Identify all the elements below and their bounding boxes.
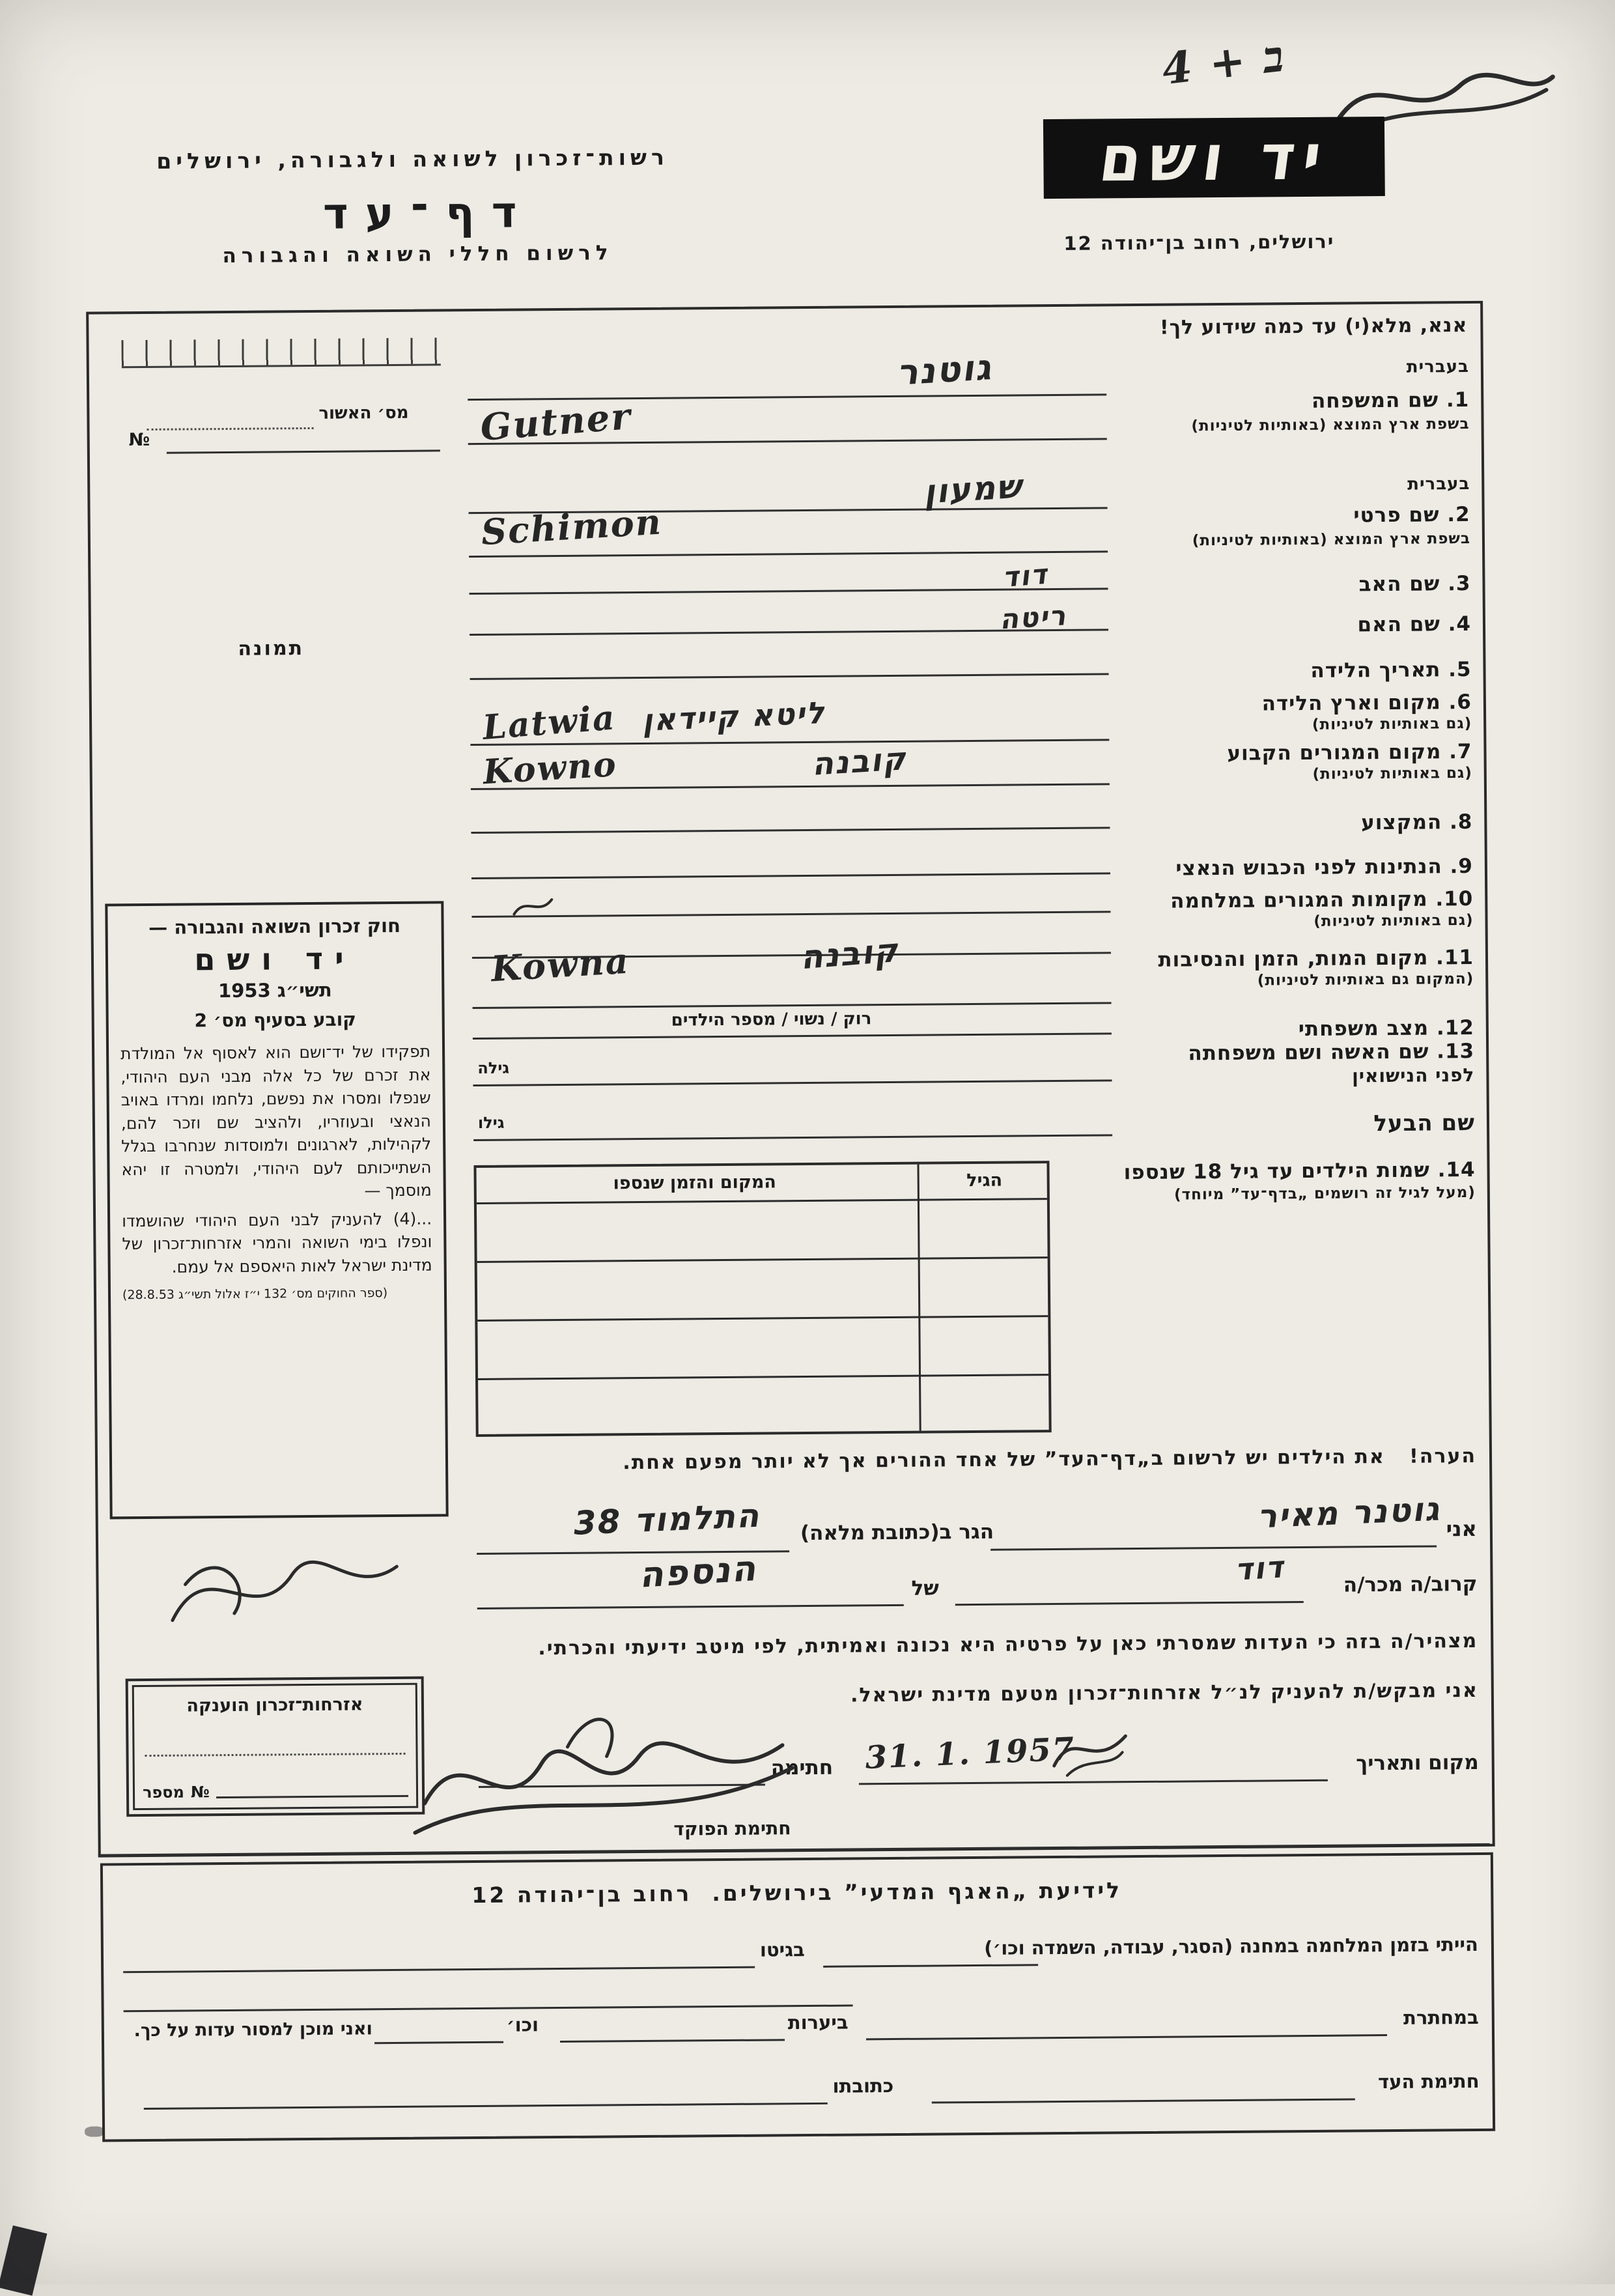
witness-address-label: כתובתו	[832, 2075, 894, 2097]
approval-number-label: מס׳ האשור	[318, 403, 409, 423]
place-date-label: מקום ותאריך	[1356, 1750, 1479, 1776]
field11-latin-handwriting: Kowna	[490, 939, 631, 990]
field13-her-age-label: גילה	[477, 1058, 510, 1077]
field13-his-age-label: גילו	[477, 1113, 505, 1132]
table-row-rule	[478, 1374, 1048, 1380]
field13-husband-label: שם הבעל	[1373, 1109, 1476, 1137]
forests-blank-line	[560, 2039, 785, 2043]
certify-statement: מצהיר/ה בזה כי העדות שמסרתי כאן על פרטיה היא נכונה ואמיתית, לפי מיטב ידיעתי והכרתי.	[538, 1629, 1478, 1660]
law-box	[105, 901, 448, 1519]
children-table	[473, 1161, 1051, 1437]
field2-hebrew-sublabel: בעברית	[1407, 474, 1470, 494]
law-reference: (ספר החוקים מס׳ 132 י״ז אלול תשי״ג 28.8.53)	[122, 1286, 388, 1303]
yad-vashem-logo	[1043, 117, 1385, 199]
law-text-continued: ...(4) להעניק לבני העם היהודי שהושמדו ונפלו בימי השואה והמרי אזרחות־זכרון של מדינת ישראל לאות היאספם אל עמם.	[122, 1209, 432, 1277]
ghetto-blank-line	[123, 1966, 755, 1974]
relation-line	[955, 1601, 1304, 1606]
law-text: תפקידו של יד־ושם הוא לאסוף אל המולדת את זכרם של כל אלה מבני העם היהודי, שנפלו ומסרו את נפשם, נלחמו ומרדו באויב הנאצי ובעוזריו, ולהציב שם וזכר להם, לקהילות, לארגונים ולמוסדות שנחרבו בגלל השתייכותם לעם היהודי, ולמטרה זו יהא מוסמך —	[120, 1042, 432, 1200]
field12-line	[473, 1032, 1112, 1040]
field1-latin-sublabel: בשפת ארץ המוצא (באותיות לטיניות)	[1191, 415, 1470, 435]
table-header-rule	[477, 1198, 1047, 1204]
relative-label: קרוב/ה מכר/ה	[1343, 1572, 1478, 1597]
field14-sublabel: (מעל לגיל זה רושמים „בדף־עד” מיוחד)	[1173, 1183, 1476, 1204]
law-yad-vashem: יד ושם	[194, 941, 356, 978]
field2-hebrew-handwriting: שמעון	[922, 467, 1024, 511]
table-row-rule	[477, 1315, 1048, 1322]
of-line	[477, 1604, 904, 1609]
scan-smudge-corner	[0, 2226, 47, 2296]
field5-label: 5. תאריך הלידה	[1310, 657, 1472, 683]
field4-label: 4. שם האם	[1357, 612, 1472, 637]
field3-label: 3. שם האב	[1358, 571, 1471, 597]
field6-sublabel: (גם באותיות לטיניות)	[1312, 715, 1472, 733]
continuation-blank-line	[124, 2005, 853, 2013]
granted-no-symbol: №	[190, 1783, 210, 1802]
granted-number-label: מספר	[142, 1783, 185, 1802]
field9-label: 9. הנתינות לפני הכבוש הנאצי	[1175, 854, 1474, 881]
field8-label: 8. המקצוע	[1361, 810, 1473, 835]
bottom-section-title: לידיעת „האגף המדעי” בירושלים. רחוב בן־יהודה 12	[471, 1877, 1123, 1908]
field1-hebrew-sublabel: בעברית	[1406, 356, 1470, 377]
declarant-name-line	[990, 1545, 1437, 1550]
camps-label: הייתי בזמן המלחמה במחנה (הסגר, עבודה, השמדה וכו׳)	[983, 1933, 1479, 1959]
field6-label: 6. מקום וארץ הלידה	[1261, 690, 1472, 716]
field7-label: 7. מקום המגורים הקבוע	[1227, 739, 1472, 765]
handwritten-left-scribble	[156, 1521, 410, 1643]
witness-signature-label: חתימת העד	[1377, 2069, 1480, 2093]
field5-line	[470, 673, 1109, 680]
field2-latin-sublabel: בשפת ארץ המוצא (באותיות לטיניות)	[1192, 530, 1471, 550]
field11-label: 11. מקום המות, הזמן והנסיבות	[1158, 945, 1474, 972]
granted-number-line	[216, 1795, 408, 1798]
field6-latin-handwriting: Latwia	[481, 698, 617, 748]
document-subtitle: לרשום חללי השואה והגבורה	[222, 241, 613, 268]
field13-wife-line	[473, 1079, 1112, 1086]
field11-sublabel: (המקום גם באותיות לטיניות)	[1257, 970, 1474, 989]
approval-number-line	[147, 427, 314, 431]
of-label: של	[911, 1576, 939, 1600]
children-note: הערה! את הילדים יש לרשום ב„דף־העד” של אחד ההורים אך לא יותר מפעם אחת.	[623, 1444, 1477, 1475]
field7-sublabel: (גם באותיות לטיניות)	[1312, 764, 1472, 783]
field14-label: 14. שמות הילדים עד גיל 18 שנספו	[1123, 1157, 1476, 1185]
underground-label: במחתרת	[1403, 2005, 1479, 2029]
field13-husband-line	[473, 1134, 1112, 1141]
official-signature-label: חתימת הפוקד	[673, 1817, 791, 1840]
law-clause: קובע בסעיף מס׳ 2	[194, 1008, 356, 1032]
field10-line1	[471, 911, 1110, 918]
field7-latin-handwriting: Kowno	[482, 744, 619, 793]
number-line	[167, 449, 440, 453]
field10-sublabel: (גם באותיות לטיניות)	[1313, 911, 1474, 930]
granted-blank-line	[145, 1753, 406, 1757]
etc-blank-line	[374, 2041, 503, 2045]
authority-name: רשות־זכרון לשואה ולגבורה, ירושלים	[156, 144, 669, 174]
relation-handwriting: דוד	[1233, 1549, 1285, 1587]
field12-options: רוק / נשוי / מספר הילדים	[671, 1009, 872, 1030]
field11-line	[473, 1002, 1112, 1009]
scan-smudge-edge	[85, 2127, 104, 2137]
main-form	[86, 301, 1495, 1858]
camps-blank-line	[823, 1964, 1038, 1968]
field3-handwriting: דוד	[1001, 558, 1049, 593]
address-handwriting: התלמוד 38	[572, 1496, 761, 1542]
field10-tiny-handwriting-mark	[510, 892, 555, 921]
granted-title: אזרחות־זכרון הוענקה	[186, 1694, 363, 1716]
declarant-name-handwriting: גוטנר מאיר	[1256, 1490, 1441, 1536]
card-number-ruler	[122, 337, 441, 368]
field9-line	[471, 872, 1110, 879]
declarant-i-am-label: אני	[1446, 1516, 1478, 1542]
field1-latin-handwriting: Gutner	[479, 395, 633, 449]
field6-hebrew-handwriting: ליטא קיידאן	[641, 694, 826, 738]
handwritten-corner-mark: 4 + ב	[1159, 30, 1287, 95]
table-row-rule	[477, 1256, 1048, 1263]
ghetto-label: בגיטו	[759, 1938, 805, 1961]
law-heading: חוק זכרון השואה והגבורה —	[148, 914, 401, 939]
field4-handwriting: ריטה	[998, 599, 1068, 636]
granted-number-row	[143, 1781, 408, 1802]
fill-instruction: אנא, מלא(י) עד כמה שידוע לך!	[1159, 314, 1468, 339]
etc-label: וכו׳	[506, 2013, 539, 2036]
law-year: תשי״ג 1953	[218, 978, 332, 1002]
field13-label: 13. שם האשה ושם משפחתה	[1188, 1039, 1475, 1066]
field10-label: 10. מקומות המגורים במלחמה	[1170, 886, 1474, 913]
table-column-divider	[917, 1165, 921, 1431]
field7-hebrew-handwriting: קובנה	[811, 741, 908, 783]
address-line: ירושלים, רחוב בן־יהודה 12	[1063, 230, 1335, 255]
number-symbol: №	[128, 429, 150, 451]
forests-label: ביערות	[787, 2011, 849, 2034]
witness-signature-line	[932, 2098, 1355, 2103]
field2-latin-line	[469, 550, 1108, 558]
field2-label: 2. שם פרטי	[1353, 502, 1470, 528]
date-handwriting: 31. 1. 1957	[864, 1731, 1076, 1776]
field13-label2: לפני הנישואין	[1352, 1064, 1475, 1087]
photo-area-label: תמונה	[238, 637, 305, 660]
citizenship-granted-box	[126, 1677, 425, 1817]
field2-latin-handwriting: Schimon	[480, 500, 664, 554]
underground-blank-line	[866, 2034, 1387, 2040]
place-handwriting-scribble	[1047, 1716, 1132, 1782]
scientific-dept-section	[100, 1852, 1495, 2142]
signature-label: חתימה	[770, 1755, 834, 1780]
table-header-place: המקום והזמן שנספו	[613, 1172, 776, 1194]
document-title: דף־עד	[322, 187, 534, 239]
field11-hebrew-handwriting: קובנה	[798, 931, 901, 977]
of-handwriting: הנספה	[638, 1547, 758, 1596]
request-statement: אני מבקש/ת להעניק לנ״ל אזרחות־זכרון מטעם מדינת ישראל.	[850, 1679, 1478, 1707]
field1-hebrew-handwriting: גוטנר	[895, 346, 993, 393]
citizenship-granted-box-inner	[132, 1683, 418, 1810]
table-header-age: הגיל	[966, 1170, 1003, 1191]
field1-label: 1. שם המשפחה	[1311, 388, 1470, 413]
witness-address-line	[144, 2103, 828, 2110]
ready-statement: ואני מוכן למסור עדות על כך.	[133, 2019, 372, 2041]
logo-text: יד ושם	[1095, 119, 1334, 196]
field8-line	[471, 827, 1110, 834]
field12-label: 12. מצב משפחתי	[1298, 1015, 1474, 1042]
resides-label: הגר ב(כתובת מלאה)	[800, 1520, 994, 1546]
